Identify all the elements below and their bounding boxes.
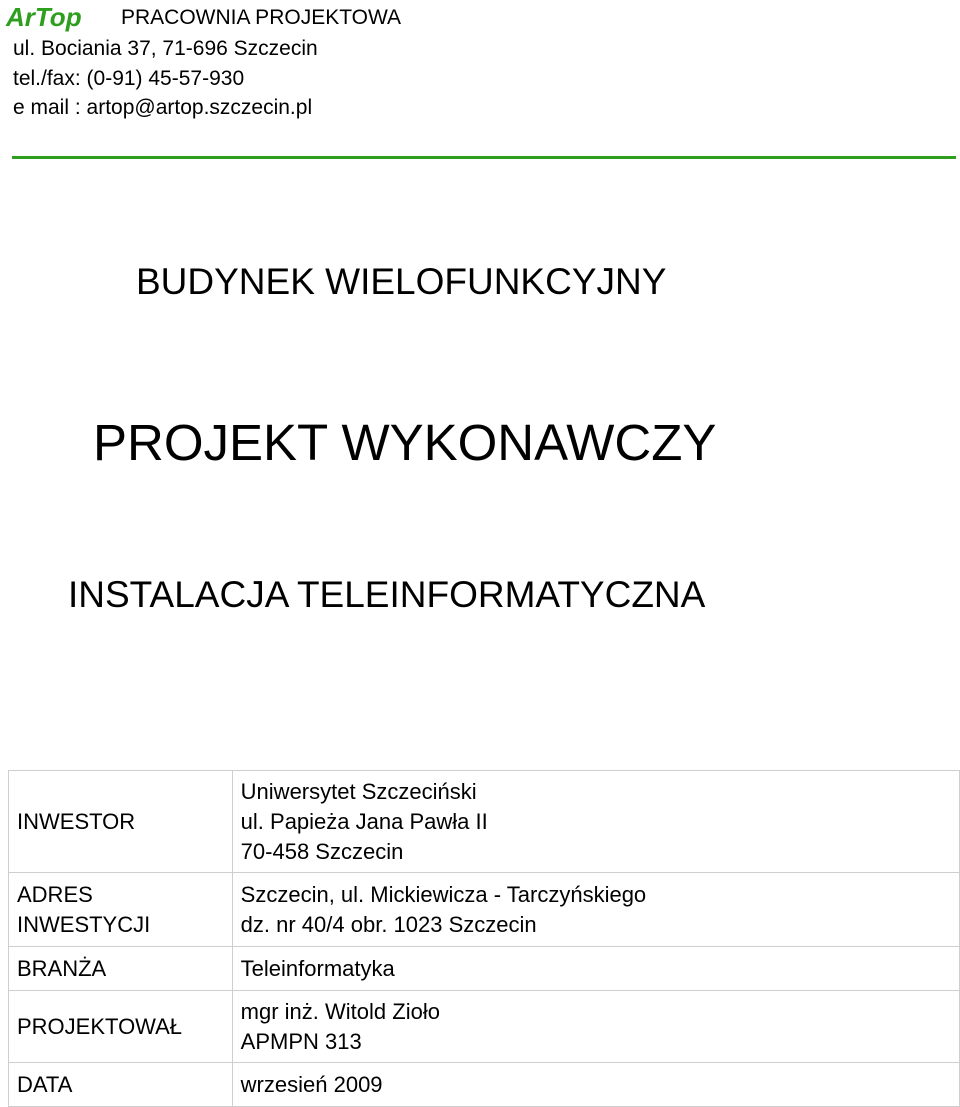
site-address-label-line: INWESTYCJI [17, 911, 151, 937]
firm-email: e mail : artop@artop.szczecin.pl [13, 96, 313, 119]
site-address-line: Szczecin, ul. Mickiewicza - Tarczyńskiego [240, 881, 647, 907]
site-address-value [232, 873, 959, 947]
investor-line: Uniwersytet Szczeciński [240, 778, 477, 804]
project-info-table [8, 770, 960, 1107]
table-row-designer [9, 991, 960, 1063]
site-address-label [9, 873, 233, 947]
branch-value: Teleinformatyka [232, 947, 959, 991]
table-row-investor [9, 771, 960, 873]
firm-address: ul. Bociania 37, 71-696 Szczecin [13, 37, 318, 60]
investor-label: INWESTOR [9, 771, 233, 873]
site-address-label-line: ADRES [17, 881, 93, 907]
header-divider [12, 156, 956, 159]
investor-line: ul. Papieża Jana Pawła II [240, 808, 488, 834]
designer-value [232, 991, 959, 1063]
investor-line: 70-458 Szczecin [240, 838, 404, 864]
table-row-branch [9, 947, 960, 991]
designer-line: APMPN 313 [240, 1028, 362, 1054]
site-address-line: dz. nr 40/4 obr. 1023 Szczecin [240, 911, 537, 937]
date-value: wrzesień 2009 [232, 1063, 959, 1107]
designer-label: PROJEKTOWAŁ [9, 991, 233, 1063]
brand-logo-text: ArTop [6, 2, 82, 32]
date-label: DATA [9, 1063, 233, 1107]
table-row-date [9, 1063, 960, 1107]
investor-value [232, 771, 959, 873]
installation-title: INSTALACJA TELEINFORMATYCZNA [68, 574, 706, 615]
table-row-site-address [9, 873, 960, 947]
branch-label: BRANŻA [9, 947, 233, 991]
firm-name: PRACOWNIA PROJEKTOWA [121, 6, 402, 29]
designer-line: mgr inż. Witold Zioło [240, 998, 440, 1024]
firm-phone: tel./fax: (0-91) 45-57-930 [13, 67, 245, 90]
project-title: PROJEKT WYKONAWCZY [93, 414, 717, 471]
building-title: BUDYNEK WIELOFUNKCYJNY [136, 261, 667, 302]
